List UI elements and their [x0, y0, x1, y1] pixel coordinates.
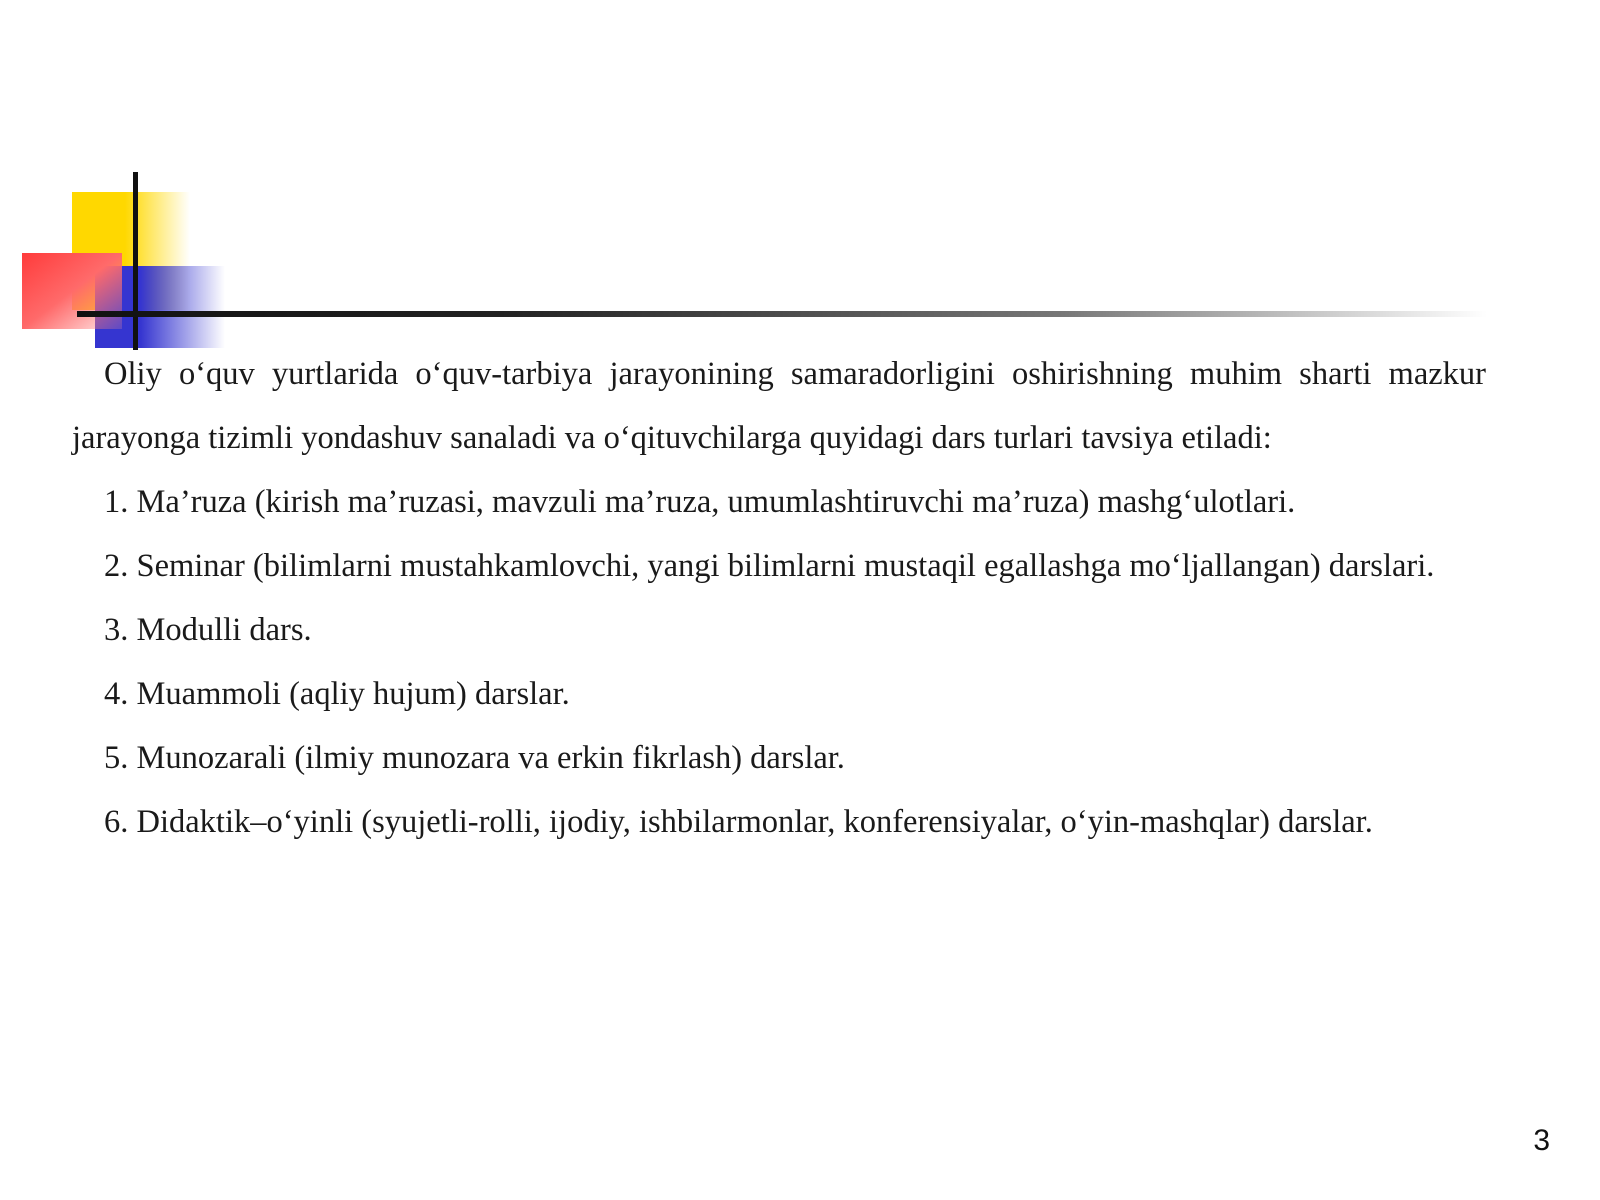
list-item-5: 5. Munozarali (ilmiy munozara va erkin fikrlash) darslar. [104, 740, 845, 776]
decorative-horizontal-line [77, 311, 1487, 317]
decorative-red-square [22, 253, 122, 329]
list-item-1: 1. Ma’ruza (kirish ma’ruzasi, mavzuli ma’ruza, umumlashtiruvchi ma’ruza) mashg‘ulotlari. [104, 484, 1296, 520]
list-item-2: 2. Seminar (bilimlarni mustahkamlovchi, yangi bilimlarni mustaqil egallashga mo‘ljallangan) darslari. [104, 548, 1435, 584]
slide-body [72, 342, 1486, 854]
page-number: 3 [1533, 1124, 1550, 1157]
intro-paragraph: Oliy o‘quv yurtlarida o‘quv-tarbiya jarayonining samaradorligini oshirishning muhim sharti mazkur jarayonga tizimli yondashuv sanaladi va o‘qituvchilarga quyidagi dars turlari tavsiya etiladi: [72, 356, 1486, 456]
decorative-vertical-line [133, 172, 138, 350]
list-item-6: 6. Didaktik–o‘yinli (syujetli-rolli, ijodiy, ishbilarmonlar, konferensiyalar, o‘yin-mashqlar) darslar. [104, 804, 1373, 840]
list-item-4: 4. Muammoli (aqliy hujum) darslar. [104, 676, 570, 712]
list-item-3: 3. Modulli dars. [104, 612, 312, 648]
